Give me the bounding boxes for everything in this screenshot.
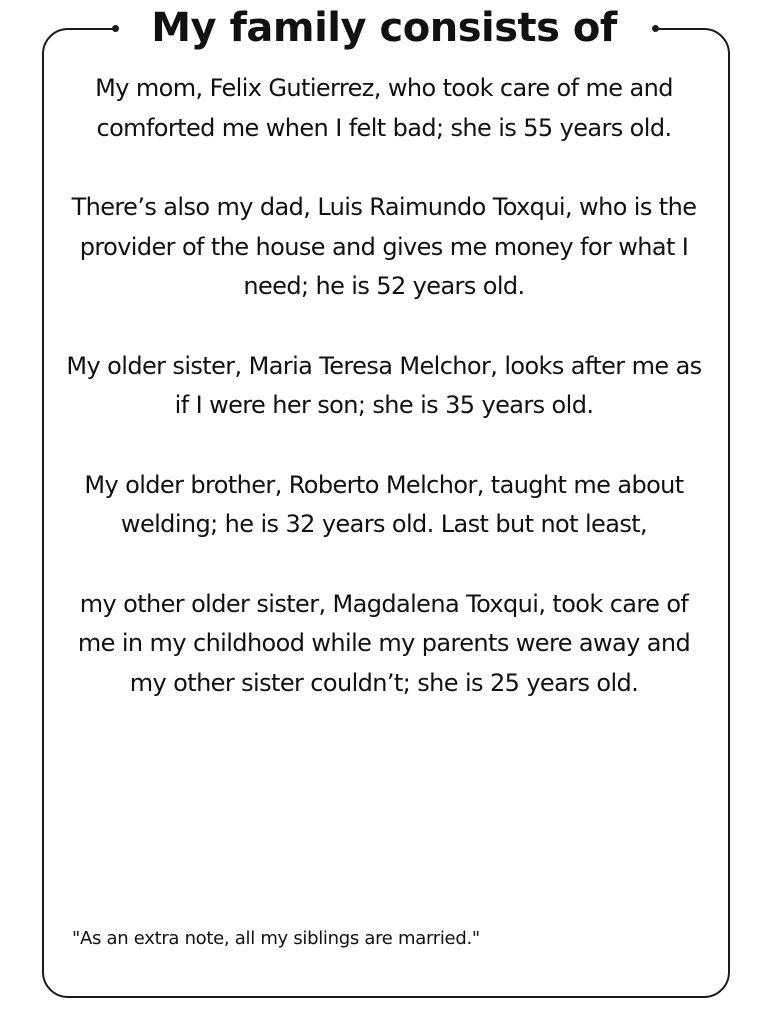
paragraph-dad: There’s also my dad, Luis Raimundo Toxqui, who is the provider of the house and gives me money for what I need; he is 52 years old. [71, 193, 697, 300]
extra-note: "As an extra note, all my siblings are married." [72, 928, 480, 949]
paragraph-mom: My mom, Felix Gutierrez, who took care of me and comforted me when I felt bad; she is 55 years old. [95, 74, 673, 142]
family-paragraphs [58, 69, 710, 743]
paragraph-older-brother: My older brother, Roberto Melchor, taught me about welding; he is 32 years old. Last but not least, [84, 470, 684, 538]
paragraph-other-sister: my other older sister, Magdalena Toxqui, took care of me in my childhood while my parents were away and my other sister couldn’t; she is 25 years old. [77, 589, 691, 697]
page-title: My family consists of [151, 5, 617, 51]
paragraph-older-sister: My older sister, Maria Teresa Melchor, looks after me as if I were her son; she is 35 years old. [66, 351, 702, 419]
